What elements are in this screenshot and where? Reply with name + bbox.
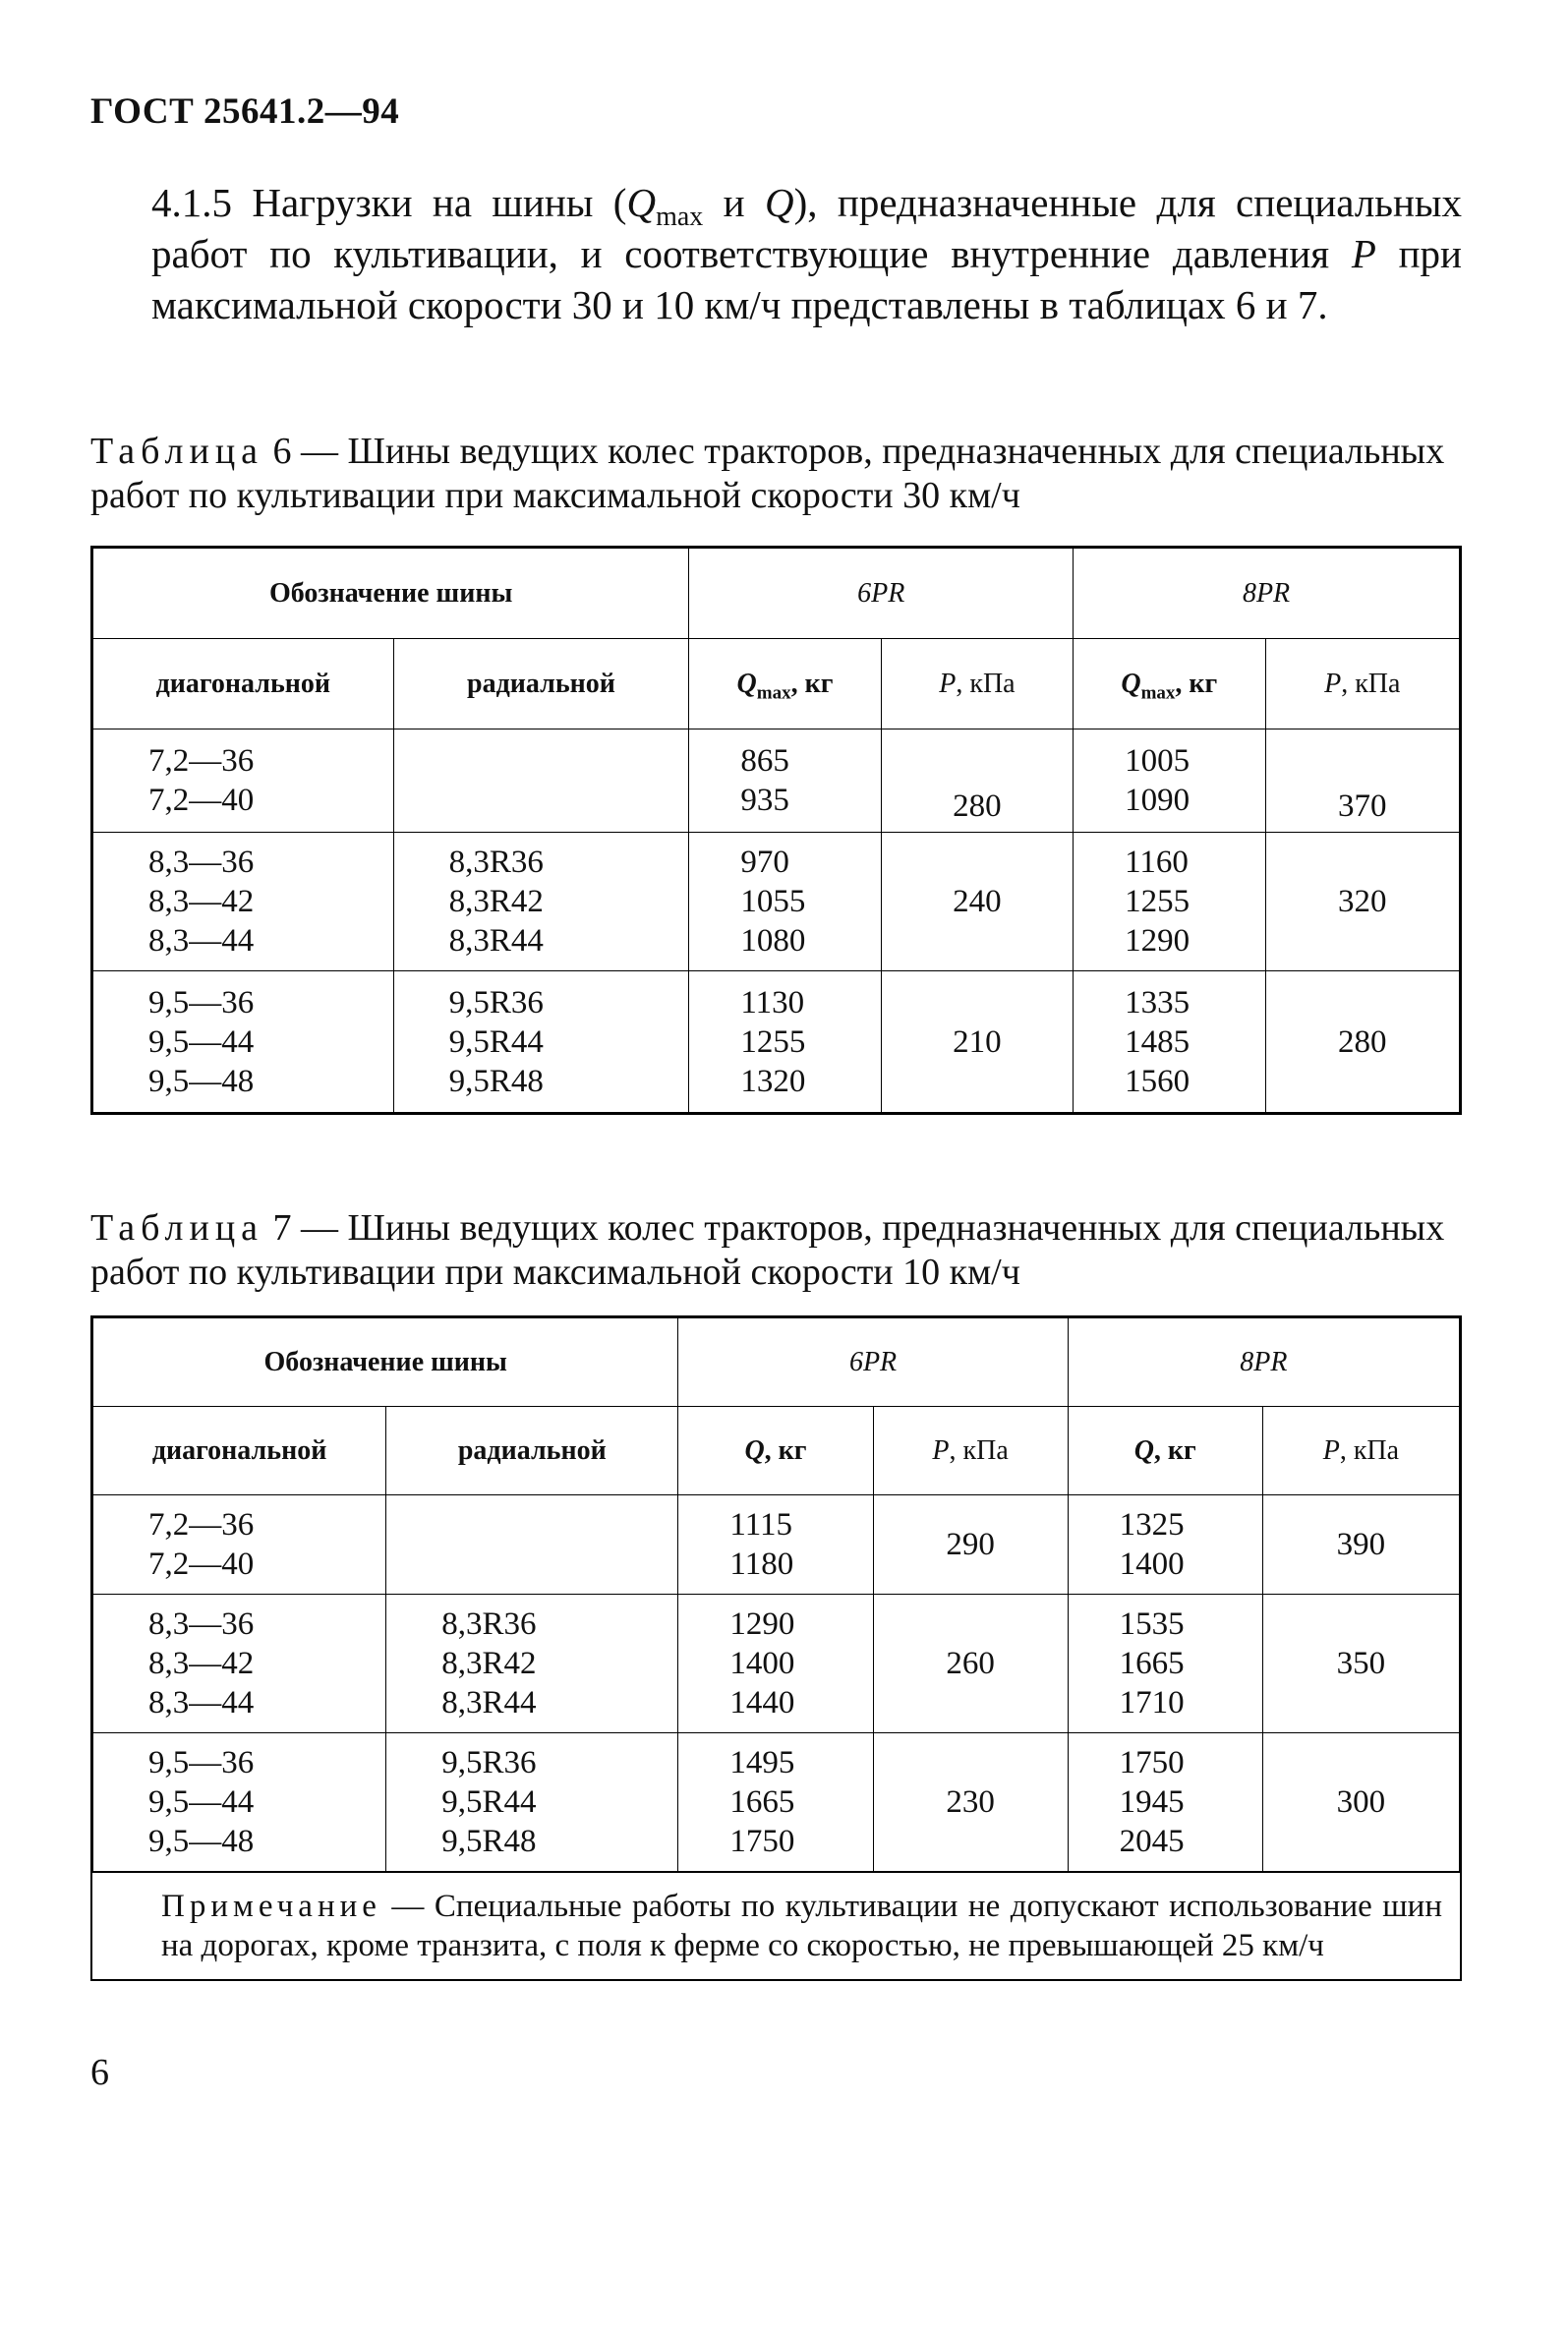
q-8pr-cell-value: 1255 [1125, 884, 1191, 919]
q-6pr-cell-value: 1115 [729, 1507, 792, 1543]
radial-cell-value: 9,5R36 [448, 984, 544, 1021]
p-6pr-cell: 240 [881, 833, 1073, 971]
diagonal-cell-value: 9,5—36 [148, 984, 255, 1021]
diagonal-cell-value: 8,3—42 [148, 1646, 255, 1681]
q-6pr-cell [678, 1595, 873, 1733]
q-6pr-cell-value: 1495 [729, 1745, 795, 1780]
q-6pr-cell-value: 1055 [740, 884, 806, 919]
diagonal-cell-value: 8,3—44 [148, 923, 255, 959]
p-8pr-cell: 370 [1265, 729, 1459, 833]
p-8pr-header: P, кПа [1265, 639, 1459, 729]
radial-cell-value: 8,3R42 [448, 884, 544, 919]
q-8pr-cell-value: 1400 [1119, 1546, 1185, 1582]
diagonal-cell-value: 7,2—40 [148, 783, 255, 818]
q-8pr-cell-value: 1750 [1119, 1745, 1185, 1780]
diagonal-cell-value: 8,3—42 [148, 884, 255, 919]
table-7 [90, 1315, 1462, 1981]
q-6pr-cell-value: 1180 [729, 1546, 794, 1582]
p-6pr-header: P, кПа [881, 639, 1073, 729]
diagonal-cell-value: 9,5—36 [148, 1745, 255, 1780]
table-row-group [93, 729, 1460, 833]
diagonal-cell-value: 8,3—36 [148, 1606, 255, 1642]
q-6pr-cell-value: 1665 [729, 1784, 795, 1820]
q-6pr-cell [689, 833, 881, 971]
q-6pr-cell-value: 1440 [729, 1685, 795, 1721]
q-8pr-cell-value: 1090 [1125, 783, 1191, 818]
ply-8pr-header: 8PR [1074, 549, 1460, 639]
q-6pr-cell-value: 1320 [740, 1063, 806, 1099]
diagonal-cell-value: 9,5—44 [148, 1023, 255, 1060]
q-6pr-cell-value: 1290 [729, 1606, 795, 1642]
radial-cell-value: 9,5R44 [448, 1023, 544, 1060]
diagonal-cell [93, 1495, 386, 1595]
diagonal-cell-value: 8,3—44 [148, 1685, 255, 1721]
radial-cell-value: 9,5R44 [441, 1784, 537, 1820]
q-8pr-cell-value: 1005 [1125, 743, 1191, 779]
p-6pr-cell: 210 [881, 971, 1073, 1113]
q-6pr-cell-value: 1255 [740, 1023, 806, 1060]
radial-cell-value: 9,5R36 [441, 1745, 537, 1780]
diagonal-cell [93, 833, 394, 971]
radial-cell [386, 1495, 678, 1595]
radial-header: радиальной [386, 1407, 678, 1495]
diagonal-cell [93, 1733, 386, 1872]
table-7-caption: Таблица 7 — Шины ведущих колес тракторов, предназначенных для специальных работ по культивации при максимальной скорости 10 км/ч [90, 1207, 1445, 1293]
table-7-note: Примечание — Специальные работы по культивации не допускают использование шин на дорогах, кроме транзита, с поля к ферме со скоростью, не превышающей 25 км/ч [92, 1872, 1460, 1979]
radial-cell-value: 8,3R44 [441, 1685, 537, 1721]
q-8pr-cell [1074, 729, 1265, 833]
radial-cell [393, 729, 689, 833]
qmax-6pr-header: $Q_{max}$, кг [689, 639, 881, 729]
p-6pr-cell: 290 [873, 1495, 1068, 1595]
p-8pr-cell: 300 [1262, 1733, 1459, 1872]
radial-cell-value: 9,5R48 [448, 1063, 544, 1099]
q-8pr-cell [1074, 833, 1265, 971]
table-row-group [93, 1495, 1460, 1595]
diagonal-cell-value: 9,5—44 [148, 1784, 255, 1820]
p-8pr-cell: 390 [1262, 1495, 1459, 1595]
q-8pr-cell-value: 1560 [1125, 1063, 1191, 1099]
q-6pr-cell-value: 1080 [740, 923, 806, 959]
table-row-group [93, 833, 1460, 971]
diagonal-cell-value: 9,5—48 [148, 1824, 255, 1859]
q-6pr-cell [678, 1495, 873, 1595]
p-8pr-cell: 350 [1262, 1595, 1459, 1733]
q-8pr-cell-value: 1335 [1125, 984, 1191, 1021]
q-6pr-cell-value: 1400 [729, 1646, 795, 1681]
qmax-8pr-header: $Q_{max}$, кг [1074, 639, 1265, 729]
p-6pr-cell: 260 [873, 1595, 1068, 1733]
p-8pr-cell: 280 [1265, 971, 1459, 1113]
diagonal-cell-value: 8,3—36 [148, 845, 255, 880]
diagonal-cell [93, 729, 394, 833]
q-6pr-cell-value: 865 [740, 743, 789, 779]
radial-cell [393, 833, 689, 971]
diagonal-cell-value: 7,2—36 [148, 743, 255, 779]
diagonal-cell [93, 1595, 386, 1733]
p-8pr-cell: 320 [1265, 833, 1459, 971]
table-6 [90, 546, 1462, 1115]
radial-cell [393, 971, 689, 1113]
q-6pr-cell-value: 970 [740, 845, 789, 880]
radial-cell-value: 8,3R36 [441, 1606, 537, 1642]
q-8pr-cell-value: 1665 [1119, 1646, 1185, 1681]
diagonal-cell-value: 7,2—36 [148, 1507, 255, 1543]
q-8pr-cell [1074, 971, 1265, 1113]
q-8pr-cell-value: 1290 [1125, 923, 1191, 959]
ply-6pr-header: 6PR [678, 1318, 1068, 1407]
q-8pr-cell-value: 1485 [1125, 1023, 1191, 1060]
designation-header: Обозначение шины [93, 549, 689, 639]
diagonal-cell-value: 7,2—40 [148, 1546, 255, 1582]
p-8pr-header: P, кПа [1262, 1407, 1459, 1495]
radial-cell-value: 8,3R36 [448, 845, 544, 880]
q-8pr-cell-value: 1325 [1119, 1507, 1185, 1543]
table-6-caption: Таблица 6 — Шины ведущих колес тракторов, предназначенных для специальных работ по культивации при максимальной скорости 30 км/ч [90, 431, 1445, 516]
q-8pr-cell-value: 1535 [1119, 1606, 1185, 1642]
q-8pr-cell-value: 1160 [1125, 845, 1189, 880]
radial-header: радиальной [393, 639, 689, 729]
q-8pr-cell [1068, 1495, 1262, 1595]
section-4-1-5-paragraph: 4.1.5 Нагрузки на шины ($Q_{max}$ и Q), предназначенные для специальных работ по культивации, и соответствующие внутренние давления P при максимальной скорости 30 и 10 км/ч представлены в таблицах 6 и 7. [151, 180, 1462, 327]
q-6pr-header: Q, кг [678, 1407, 873, 1495]
q-8pr-header: Q, кг [1068, 1407, 1262, 1495]
table-row-group [93, 1733, 1460, 1872]
p-6pr-cell: 280 [881, 729, 1073, 833]
standard-number: ГОСТ 25641.2—94 [90, 91, 400, 132]
q-8pr-cell-value: 2045 [1119, 1824, 1185, 1859]
radial-cell-value: 9,5R48 [441, 1824, 537, 1859]
q-6pr-cell-value: 935 [740, 783, 789, 818]
q-6pr-cell-value: 1130 [740, 984, 805, 1021]
q-8pr-cell [1068, 1733, 1262, 1872]
q-6pr-cell [689, 729, 881, 833]
diagonal-header: диагональной [93, 639, 394, 729]
radial-cell-value: 8,3R44 [448, 923, 544, 959]
q-6pr-cell [678, 1733, 873, 1872]
table-row-group [93, 971, 1460, 1113]
diagonal-cell [93, 971, 394, 1113]
ply-8pr-header: 8PR [1068, 1318, 1459, 1407]
p-6pr-cell: 230 [873, 1733, 1068, 1872]
p-6pr-header: P, кПа [873, 1407, 1068, 1495]
q-6pr-cell [689, 971, 881, 1113]
radial-cell [386, 1595, 678, 1733]
diagonal-header: диагональной [93, 1407, 386, 1495]
table-row-group [93, 1595, 1460, 1733]
radial-cell-value: 8,3R42 [441, 1646, 537, 1681]
q-8pr-cell [1068, 1595, 1262, 1733]
designation-header: Обозначение шины [93, 1318, 678, 1407]
diagonal-cell-value: 9,5—48 [148, 1063, 255, 1099]
q-8pr-cell-value: 1710 [1119, 1685, 1185, 1721]
q-6pr-cell-value: 1750 [729, 1824, 795, 1859]
page-number: 6 [90, 2052, 109, 2093]
radial-cell [386, 1733, 678, 1872]
ply-6pr-header: 6PR [689, 549, 1074, 639]
q-8pr-cell-value: 1945 [1119, 1784, 1185, 1820]
